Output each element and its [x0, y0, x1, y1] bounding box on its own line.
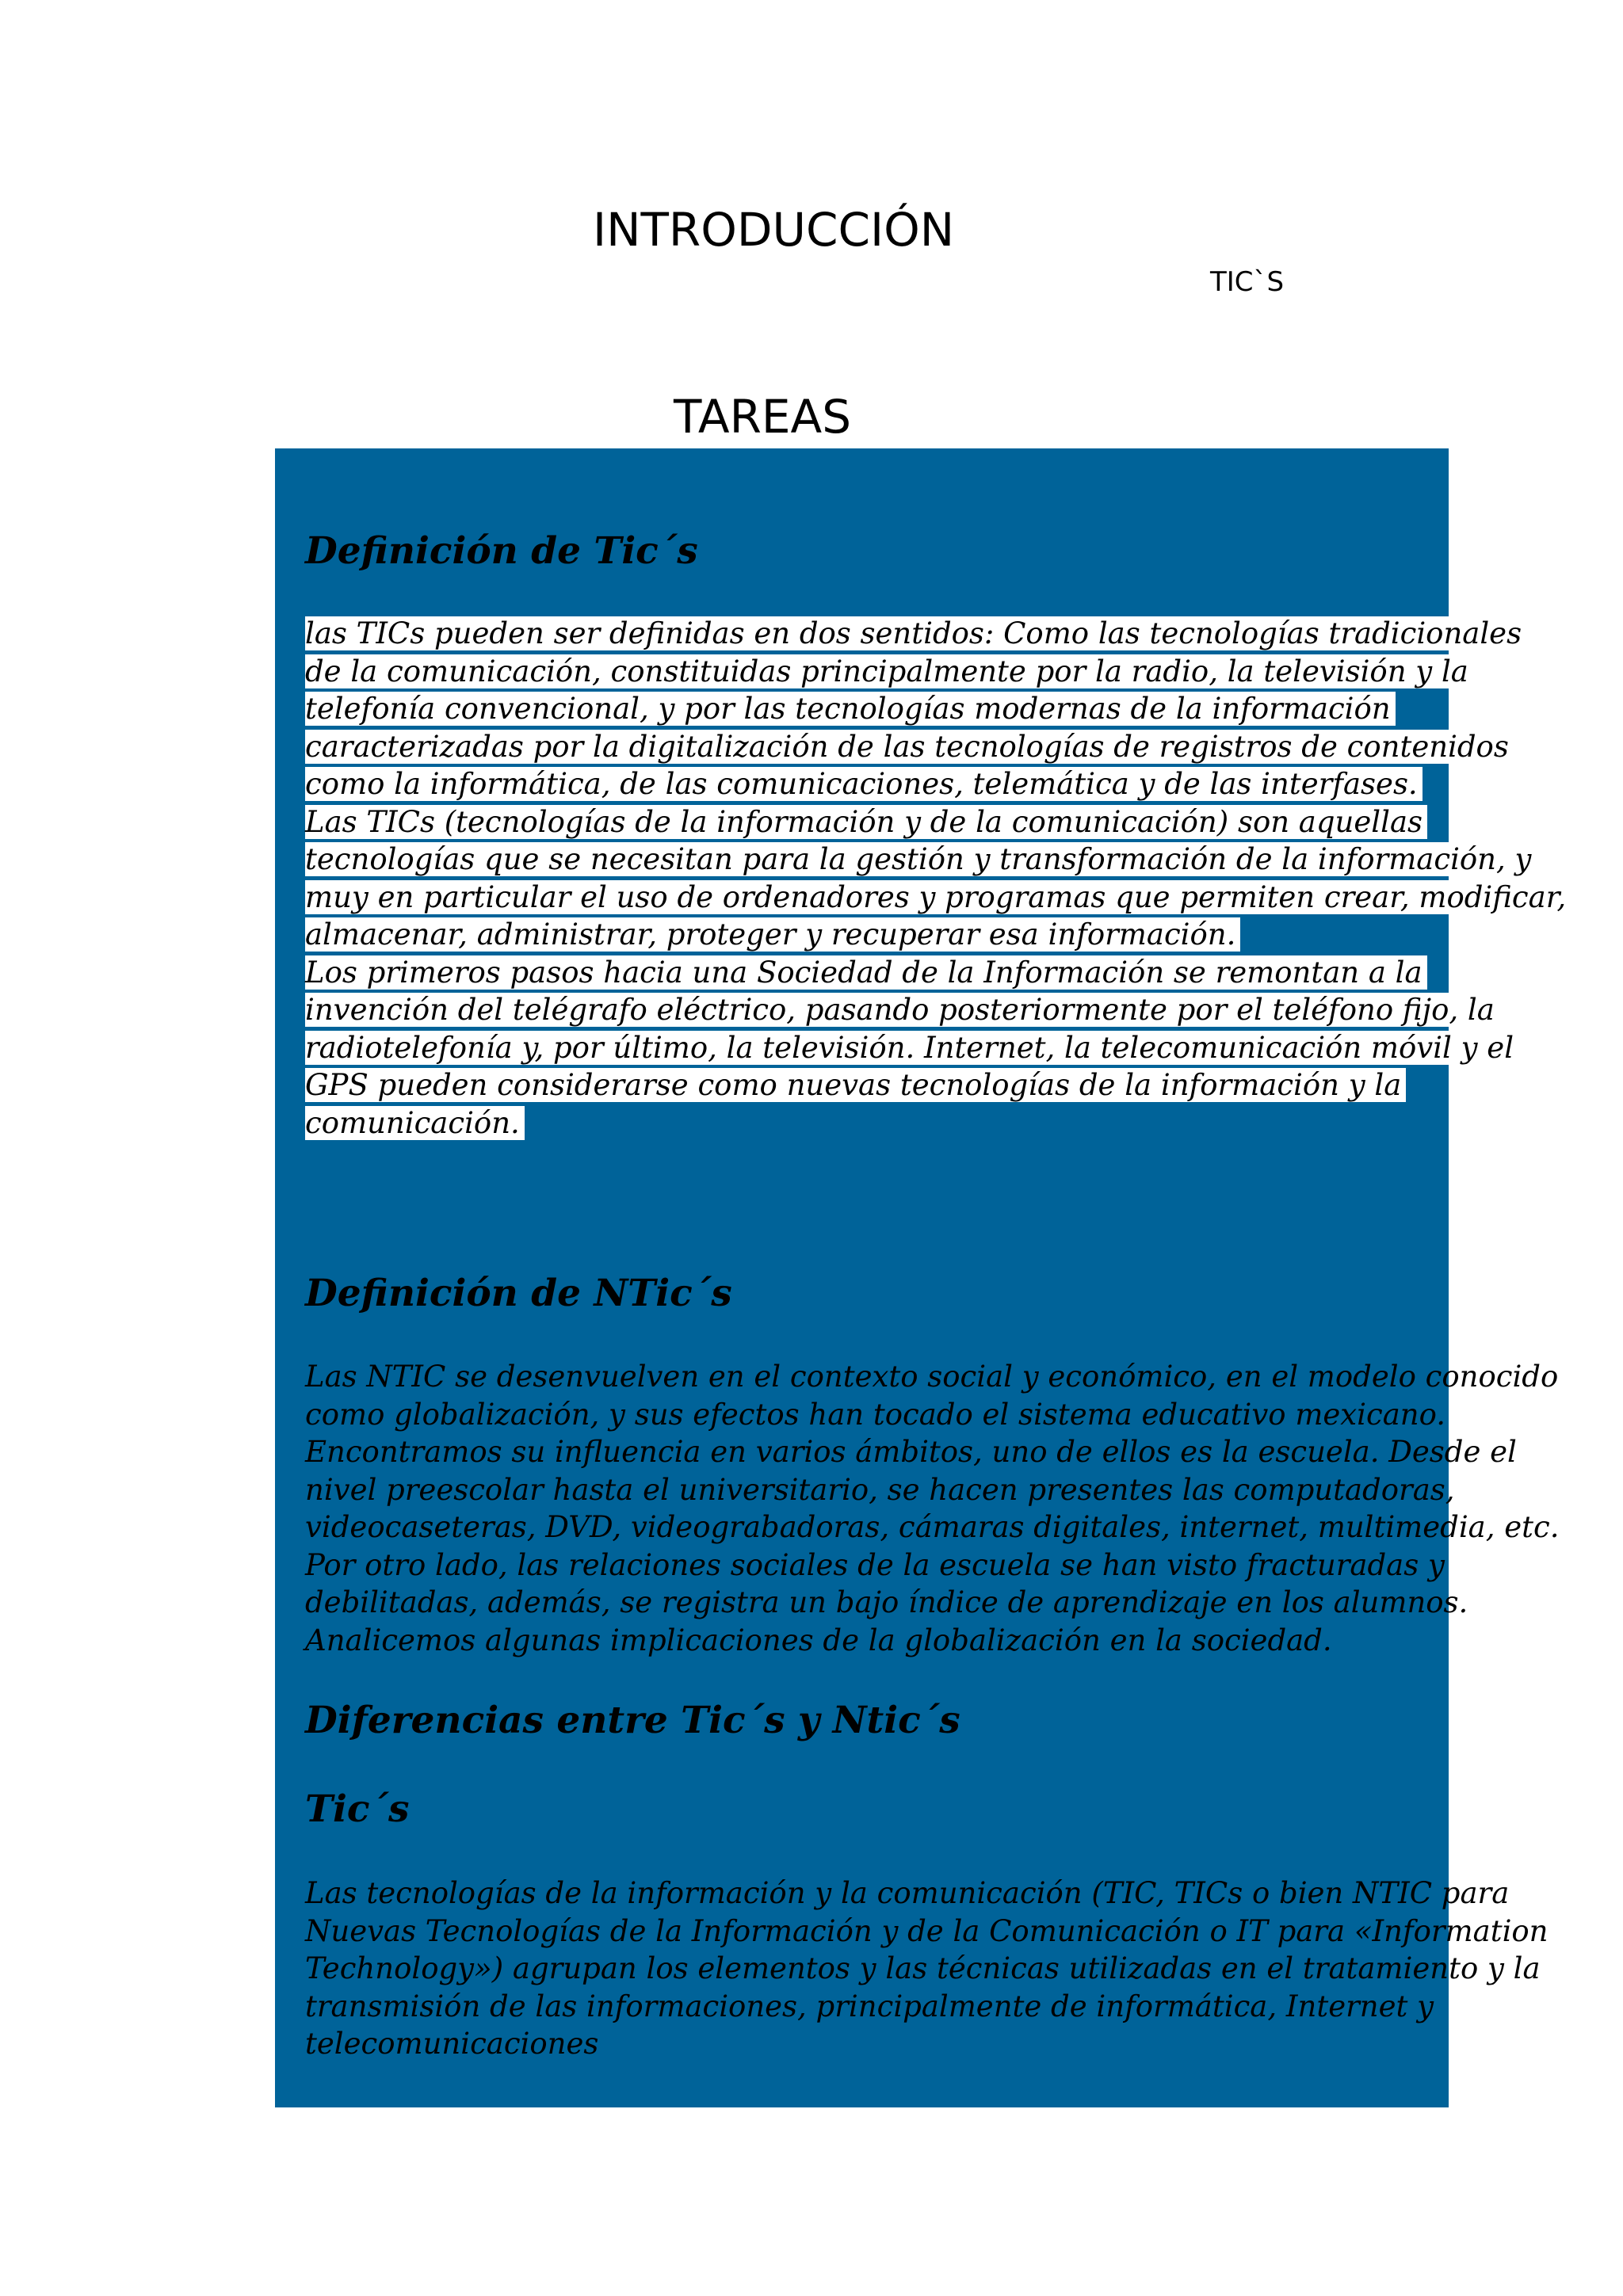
text-line: Los primeros pasos hacia una Sociedad de la Información se remontan a la [305, 955, 1427, 990]
paragraph-definicion-ntics [305, 1358, 1560, 1659]
text-line: transmisión de las informaciones, principalmente de informática, Internet y [305, 1989, 1434, 2023]
text-line: muy en particular el uso de ordenadores y programas que permiten crear, modificar, [305, 880, 1571, 914]
subheading-tics: Tic´s [305, 1787, 410, 1831]
text-line: videocaseteras, DVD, videograbadoras, cámaras digitales, internet, multimedia, etc. [305, 1510, 1560, 1544]
paragraph-definicion-tics [305, 615, 1571, 1142]
text-line: nivel preescolar hasta el universitario, se hacen presentes las computadoras, [305, 1472, 1455, 1507]
section-title-tareas: TAREAS [674, 390, 852, 444]
text-line: almacenar, administrar, proteger y recuperar esa información. [305, 917, 1240, 952]
text-line: GPS pueden considerarse como nuevas tecnologías de la información y la [305, 1068, 1406, 1102]
text-line: Technology») agrupan los elementos y las técnicas utilizadas en el tratamiento y la [305, 1951, 1541, 1985]
text-line: Analicemos algunas implicaciones de la globalización en la sociedad. [305, 1623, 1332, 1657]
text-line: debilitadas, además, se registra un bajo índice de aprendizaje en los alumnos. [305, 1585, 1468, 1619]
text-line: Nuevas Tecnologías de la Información y de la Comunicación o IT para «Information [305, 1913, 1549, 1948]
text-line: como la informática, de las comunicaciones, telemática y de las interfases. [305, 767, 1423, 801]
header-tag: TIC`S [1210, 266, 1285, 298]
heading-definicion-tics: Definición de Tic´s [305, 529, 698, 573]
text-line: comunicación. [305, 1106, 525, 1140]
text-line: Las tecnologías de la información y la comunicación (TIC, TICs o bien NTIC para [305, 1876, 1510, 1910]
heading-diferencias: Diferencias entre Tic´s y Ntic´s [305, 1699, 960, 1742]
text-line: Por otro lado, las relaciones sociales de la escuela se han visto fracturadas y [305, 1547, 1445, 1582]
paragraph-tics [305, 1875, 1549, 2063]
text-line: las TICs pueden ser definidas en dos sentidos: Como las tecnologías tradicionales [305, 616, 1526, 650]
heading-definicion-ntics: Definición de NTic´s [305, 1272, 732, 1315]
text-line: Encontramos su influencia en varios ámbitos, uno de ellos es la escuela. Desde el [305, 1435, 1517, 1469]
text-line: telecomunicaciones [305, 2027, 599, 2061]
text-line: invención del telégrafo eléctrico, pasando posteriormente por el teléfono fijo, la [305, 993, 1499, 1027]
text-line: tecnologías que se necesitan para la gestión y transformación de la información, y [305, 842, 1536, 876]
text-line: caracterizadas por la digitalización de las tecnologías de registros de contenidos [305, 730, 1514, 764]
text-line: radiotelefonía y, por último, la televisión. Internet, la telecomunicación móvil y el [305, 1031, 1518, 1065]
text-line: Las TICs (tecnologías de la información y de la comunicación) son aquellas [305, 805, 1427, 839]
text-line: telefonía convencional, y por las tecnologías modernas de la información [305, 692, 1396, 726]
page-title: INTRODUCCIÓN [593, 203, 955, 257]
content-panel [275, 448, 1567, 2107]
text-line: de la comunicación, constituidas principalmente por la radio, la televisión y la [305, 654, 1473, 688]
text-line: Las NTIC se desenvuelven en el contexto social y económico, en el modelo conocido [305, 1360, 1559, 1394]
text-line: como globalización, y sus efectos han tocado el sistema educativo mexicano. [305, 1397, 1446, 1432]
